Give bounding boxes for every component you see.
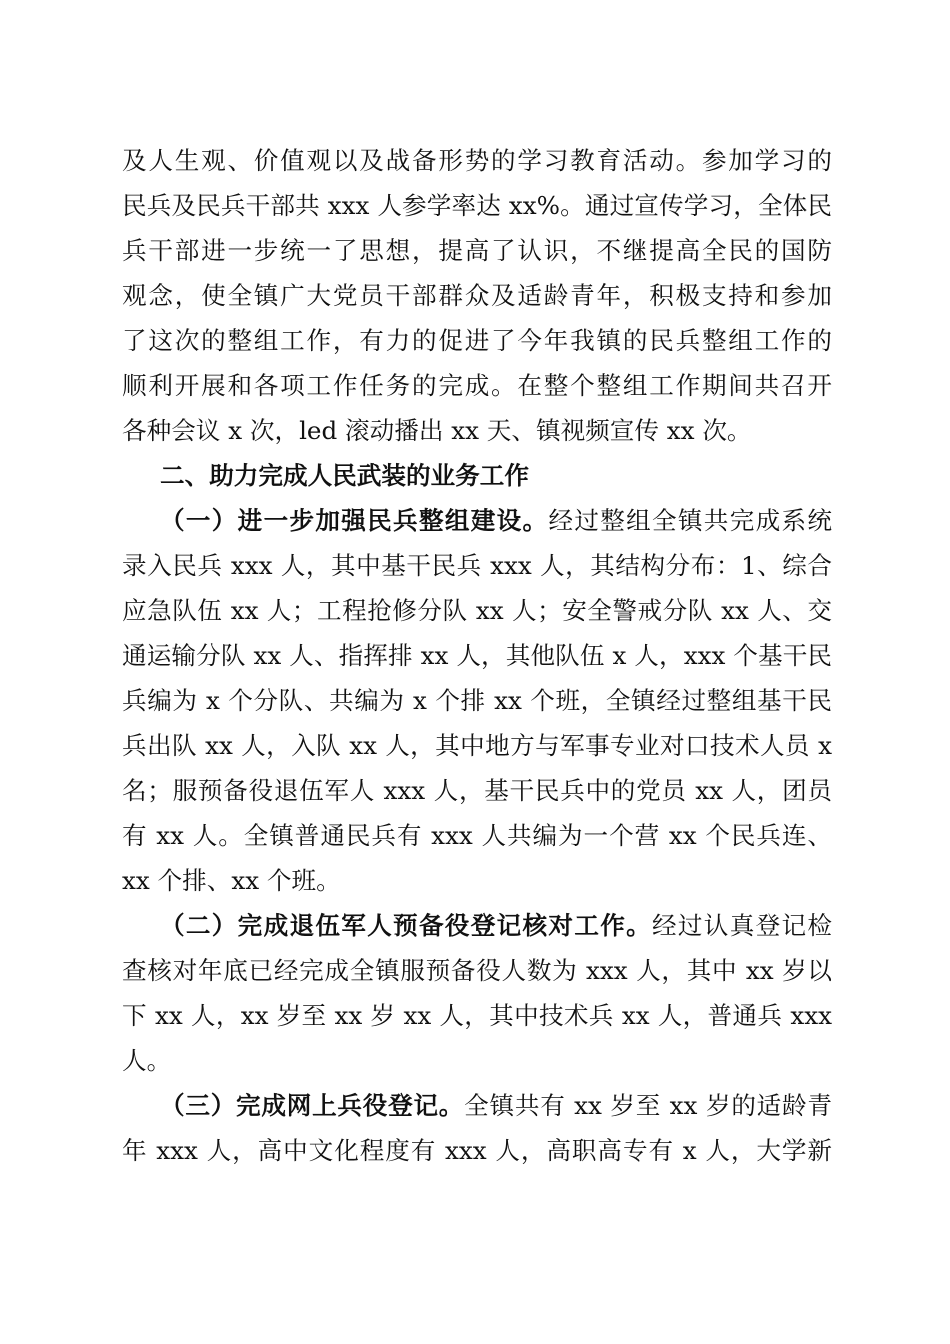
paragraph-line: 有 xx 人。全镇普通民兵有 xxx 人共编为一个营 xx 个民兵连、 bbox=[122, 821, 832, 850]
paragraph-line: 及人生观、价值观以及战备形势的学习教育活动。参加学习的 bbox=[122, 146, 832, 175]
paragraph-line: 了这次的整组工作，有力的促进了今年我镇的民兵整组工作的 bbox=[122, 326, 832, 355]
paragraph-line: 民兵及民兵干部共 xxx 人参学率达 xx%。通过宣传学习，全体民 bbox=[122, 191, 832, 220]
section-heading: 二、助力完成人民武装的业务工作 bbox=[160, 461, 529, 490]
subsection-first-line bbox=[160, 501, 832, 541]
paragraph-line: 人。 bbox=[122, 1046, 172, 1075]
paragraph-line: 名；服预备役退伍军人 xxx 人，基干民兵中的党员 xx 人，团员 bbox=[122, 776, 832, 805]
subsection-title: （三）完成网上兵役登记。 bbox=[160, 1091, 465, 1120]
paragraph-line: xx 个排、xx 个班。 bbox=[122, 866, 341, 895]
paragraph-line: 顺利开展和各项工作任务的完成。在整个整组工作期间共召开 bbox=[122, 371, 832, 400]
subsection-text: 经过整组全镇共完成系统 bbox=[548, 506, 832, 535]
subsection-first-line bbox=[160, 1086, 832, 1126]
paragraph-line: 观念，使全镇广大党员干部群众及适龄青年，积极支持和参加 bbox=[122, 281, 832, 310]
paragraph-line: 兵干部进一步统一了思想，提高了认识，不继提高全民的国防 bbox=[122, 236, 832, 265]
paragraph-line: 录入民兵 xxx 人，其中基干民兵 xxx 人，其结构分布：1、综合 bbox=[122, 551, 832, 580]
paragraph-line: 应急队伍 xx 人；工程抢修分队 xx 人；安全警戒分队 xx 人、交 bbox=[122, 596, 832, 625]
paragraph-line: 各种会议 x 次，led 滚动播出 xx 天、镇视频宣传 xx 次。 bbox=[122, 416, 752, 445]
paragraph-line: 查核对年底已经完成全镇服预备役人数为 xxx 人，其中 xx 岁以 bbox=[122, 956, 832, 985]
subsection-text: 全镇共有 xx 岁至 xx 岁的适龄青 bbox=[464, 1091, 832, 1120]
paragraph-line: 下 xx 人，xx 岁至 xx 岁 xx 人，其中技术兵 xx 人，普通兵 xxx bbox=[122, 1001, 832, 1030]
subsection-title: （一）进一步加强民兵整组建设。 bbox=[160, 506, 549, 535]
paragraph-line: 兵编为 x 个分队、共编为 x 个排 xx 个班，全镇经过整组基干民 bbox=[122, 686, 832, 715]
subsection-first-line bbox=[160, 906, 832, 946]
paragraph-line: 兵出队 xx 人，入队 xx 人，其中地方与军事专业对口技术人员 x bbox=[122, 731, 832, 760]
subsection-text: 经过认真登记检 bbox=[652, 911, 832, 940]
paragraph-line: 通运输分队 xx 人、指挥排 xx 人，其他队伍 x 人，xxx 个基干民 bbox=[122, 641, 832, 670]
subsection-title: （二）完成退伍军人预备役登记核对工作。 bbox=[160, 911, 653, 940]
paragraph-line: 年 xxx 人，高中文化程度有 xxx 人，高职高专有 x 人，大学新 bbox=[122, 1136, 832, 1165]
